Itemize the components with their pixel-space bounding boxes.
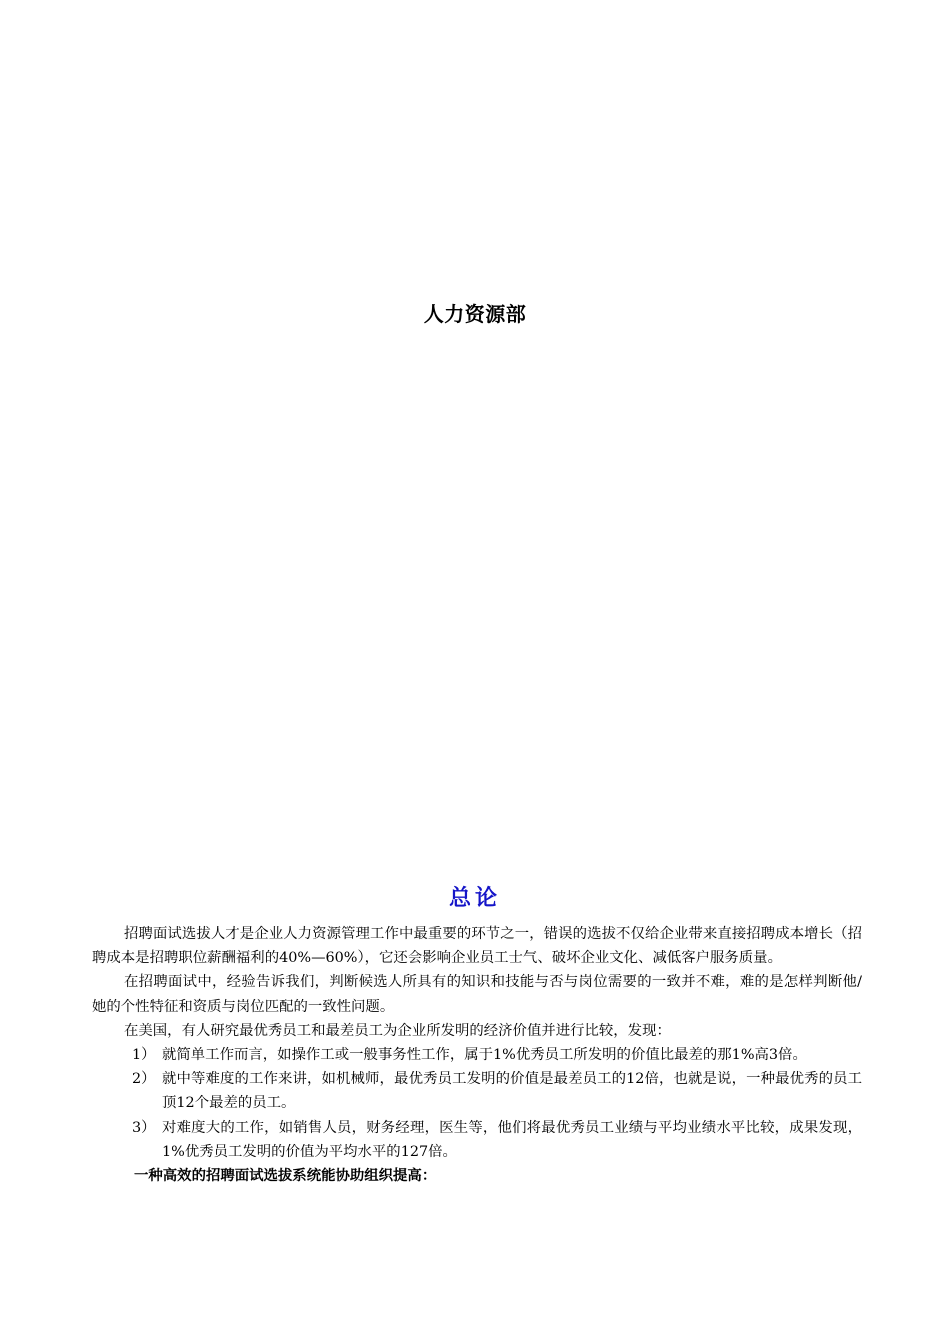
list-item-text: 就简单工作而言，如操作工或一般事务性工作，属于1%优秀员工所发明的价值比最差的那1%高3倍。 [162, 1047, 807, 1064]
department-title: 人力资源部 [423, 302, 527, 326]
paragraph-us-research: 在美国，有人研究最优秀员工和最差员工为企业所发明的经济价值并进行比较，发现： [124, 1022, 671, 1039]
document-body [92, 922, 862, 1188]
findings-list [92, 1043, 862, 1164]
list-item-text: 就中等难度的工作来讲，如机械师，最优秀员工发明的价值是最差员工的12倍，也就是说，一种最优秀的员工顶12个最差的员工。 [162, 1071, 862, 1112]
closing-heading: 一种高效的招聘面试选拔系统能协助组织提高： [134, 1168, 437, 1185]
list-item [92, 1067, 862, 1115]
section-title: 总论 [448, 886, 501, 911]
list-item-text: 对难度大的工作，如销售人员，财务经理，医生等，他们将最优秀员工业绩与平均业绩水平比较，成果发现，1%优秀员工发明的价值为平均水平的127倍。 [162, 1119, 862, 1160]
list-item [92, 1043, 862, 1067]
list-item-number: 3） [132, 1119, 156, 1136]
list-item-number: 2） [132, 1071, 156, 1088]
list-item [92, 1116, 862, 1164]
list-item-number: 1） [132, 1047, 156, 1064]
paragraph-intro: 招聘面试选拔人才是企业人力资源管理工作中最重要的环节之一，错误的选拔不仅给企业带来直接招聘成本增长（招聘成本是招聘职位薪酬福利的40%—60%），它还会影响企业员工士气、破坏企业文化、减低客户服务质量。 [92, 926, 862, 967]
paragraph-interview-experience: 在招聘面试中，经验告诉我们，判断候选人所具有的知识和技能与否与岗位需要的一致并不难，难的是怎样判断他/她的个性特征和资质与岗位匹配的一致性问题。 [92, 974, 862, 1015]
